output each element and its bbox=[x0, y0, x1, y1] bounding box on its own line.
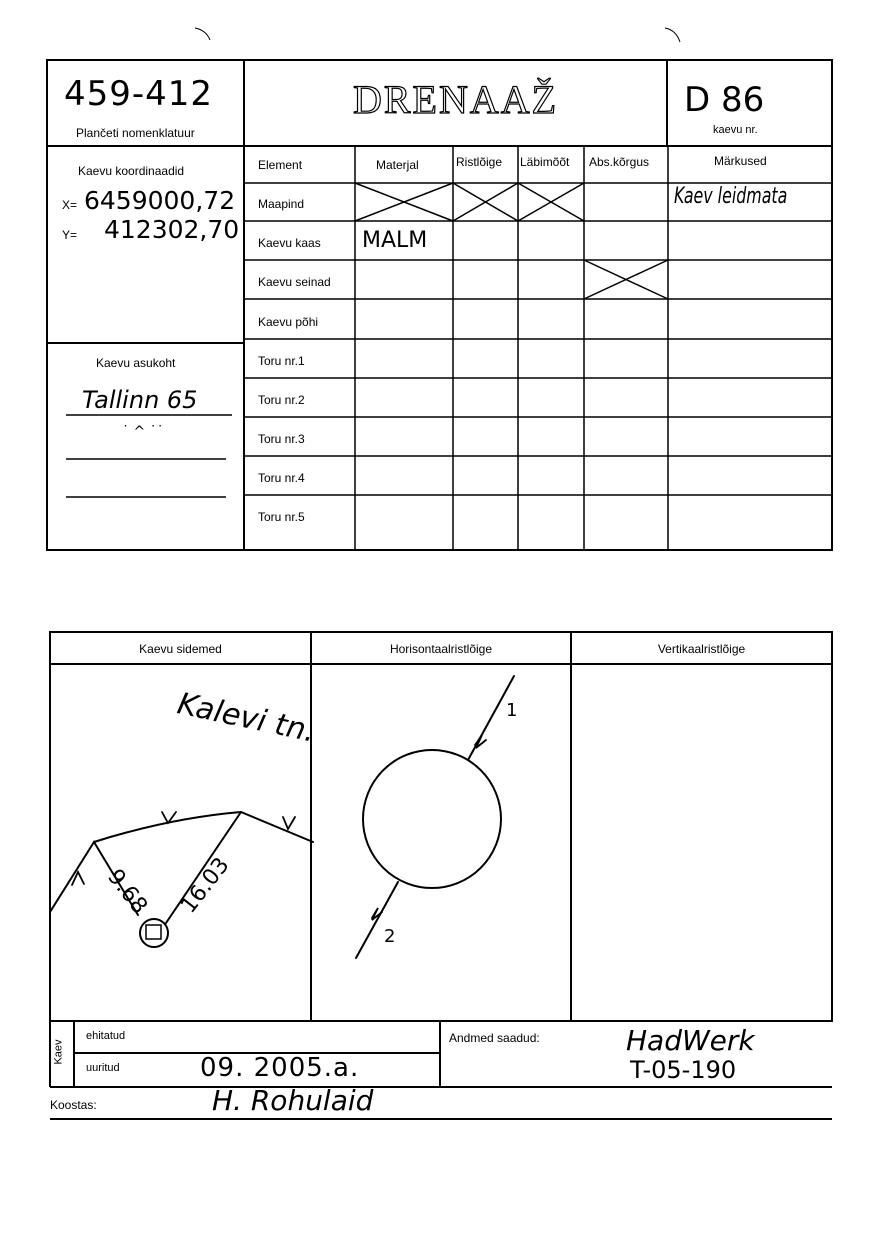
row-element: Kaevu põhi bbox=[258, 315, 319, 329]
row-element: Kaevu seinad bbox=[258, 275, 331, 289]
well-number: D 86 bbox=[684, 80, 765, 120]
compiled-by: H. Rohulaid bbox=[212, 1084, 374, 1117]
row-element: Toru nr.3 bbox=[258, 432, 305, 446]
distance-1: 9.68 bbox=[102, 864, 153, 919]
data-source-code: T-05-190 bbox=[630, 1056, 737, 1084]
col-material: Materjal bbox=[376, 158, 419, 172]
row-element: Maapind bbox=[258, 197, 305, 211]
street-name: Kalevi tn. bbox=[174, 686, 319, 750]
col-element: Element bbox=[258, 158, 303, 172]
col-diameter: Läbimõõt bbox=[520, 155, 570, 169]
row-remark: Kaev leidmata bbox=[674, 184, 788, 209]
vertical-section-label: Vertikaalristlõige bbox=[657, 642, 746, 656]
row-element: Kaevu kaas bbox=[258, 236, 321, 250]
row-element: Toru nr.1 bbox=[258, 354, 305, 368]
form-title: DRENAAŽ bbox=[352, 77, 559, 122]
x-prefix: X= bbox=[62, 198, 78, 212]
data-source-label: Andmed saadud: bbox=[449, 1031, 540, 1045]
location-value: Tallinn 65 bbox=[82, 386, 198, 414]
y-coordinate: 412302,70 bbox=[104, 215, 240, 244]
ties-label: Kaevu sidemed bbox=[139, 642, 222, 656]
built-label: ehitatud bbox=[86, 1030, 126, 1042]
row-material: MALM bbox=[362, 228, 428, 253]
row-element: Toru nr.4 bbox=[258, 471, 305, 485]
x-coordinate: 6459000,72 bbox=[84, 186, 236, 215]
compiled-label: Koostas: bbox=[50, 1098, 97, 1112]
plan-number-label: Plančeti nomenklatuur bbox=[76, 126, 195, 140]
location-marks: ˙ ^ ˙˙ bbox=[122, 424, 164, 440]
col-remarks: Märkused bbox=[714, 154, 767, 168]
y-prefix: Y= bbox=[62, 228, 78, 242]
row-element: Toru nr.2 bbox=[258, 393, 305, 407]
row-element: Toru nr.5 bbox=[258, 510, 305, 524]
horizontal-section-label: Horisontaalristlõige bbox=[389, 642, 493, 656]
pipe-2-label: 2 bbox=[384, 926, 396, 947]
kaev-label: Kaev bbox=[52, 1039, 65, 1065]
well-number-label: kaevu nr. bbox=[713, 124, 758, 136]
col-cross-section: Ristlõige bbox=[456, 155, 503, 169]
plan-number: 459-412 bbox=[64, 74, 214, 114]
coordinates-label: Kaevu koordinaadid bbox=[78, 164, 185, 178]
data-source-company: HadWerk bbox=[626, 1024, 755, 1057]
distance-2: 16.03 bbox=[176, 853, 235, 919]
col-abs-height: Abs.kõrgus bbox=[589, 155, 650, 169]
pipe-1-label: 1 bbox=[506, 700, 518, 721]
surveyed-value: 09. 2005.a. bbox=[200, 1053, 360, 1083]
location-label: Kaevu asukoht bbox=[96, 356, 176, 370]
surveyed-label: uuritud bbox=[86, 1062, 120, 1074]
